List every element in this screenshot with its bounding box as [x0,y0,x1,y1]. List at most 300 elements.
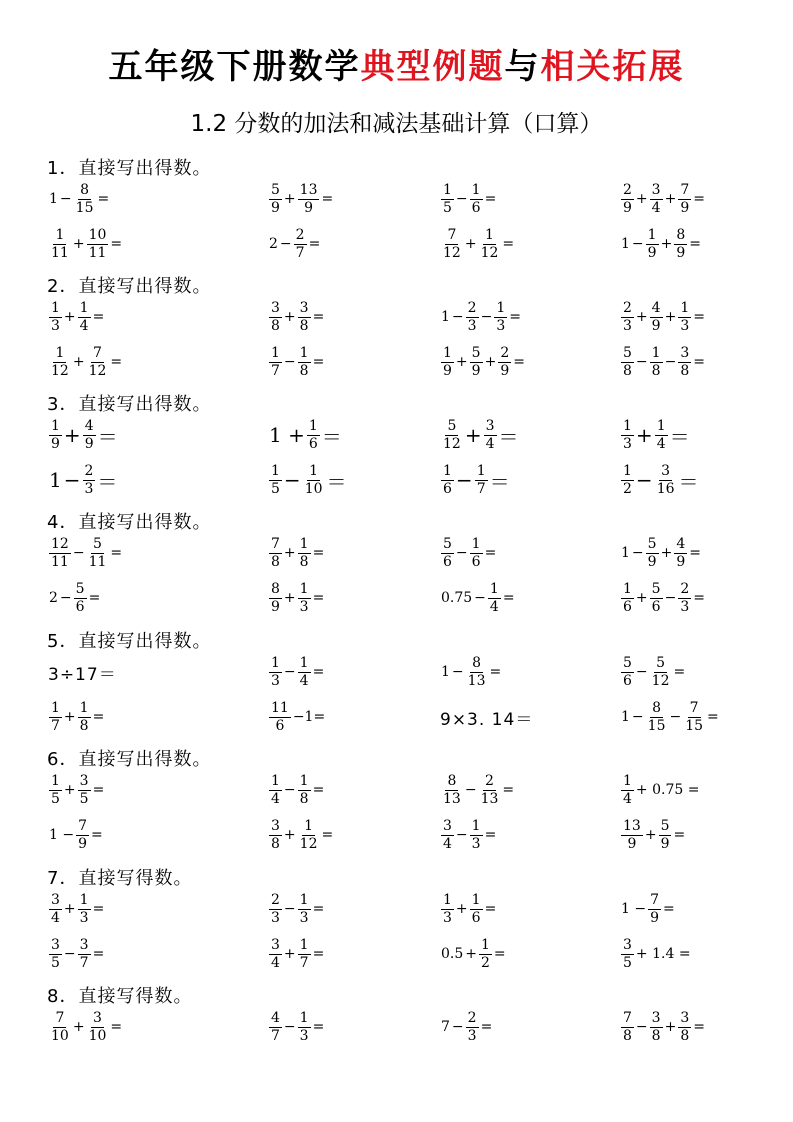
fraction [494,301,507,333]
fraction [655,464,677,496]
denominator: 3 [680,598,690,615]
operator: − [63,946,76,962]
numerator: 5 [656,654,666,671]
denominator: 9 [676,244,686,261]
denominator: 8 [299,362,309,379]
fraction [298,301,311,333]
numerator: 3 [680,344,690,361]
operator: 2 [269,236,278,252]
denominator: 5 [51,790,60,807]
math-problem [48,531,123,575]
operator: + [63,309,76,325]
denominator: 8 [299,317,309,334]
denominator: 10 [88,1027,107,1044]
operator: ＝ [97,469,118,494]
fraction [678,582,691,614]
operator: = [312,664,325,680]
fraction [49,301,62,333]
math-problem [48,1005,123,1049]
fraction [298,183,320,215]
fraction [78,893,91,925]
fraction [678,346,691,378]
operator: = [484,827,497,843]
fraction [298,819,320,851]
operator: = [110,236,123,252]
fraction [298,893,311,925]
numerator: 3 [661,462,671,479]
operator: + [664,191,677,207]
denominator: 8 [680,1027,690,1044]
fraction [269,701,291,733]
fraction [659,819,672,851]
fraction [479,938,492,970]
operator: = [92,901,105,917]
numerator: 1 [79,891,89,908]
operator: + [660,236,673,252]
fraction [470,346,483,378]
operator: 1 [621,236,630,252]
math-problem [440,650,502,694]
operator: = [707,709,719,725]
math-problem [440,576,516,620]
fraction [49,938,62,970]
operator: = [502,236,515,252]
denominator: 8 [651,1027,661,1044]
fraction [475,464,488,496]
denominator: 6 [471,553,481,570]
denominator: 3 [84,480,94,497]
numerator: 1 [304,817,314,834]
fraction [269,537,282,569]
fraction [269,938,282,970]
math-problem [268,932,325,976]
denominator: 12 [299,835,318,852]
operator: + [283,946,296,962]
operator: 2 [49,590,58,606]
math-problem [268,295,325,339]
fraction [621,582,634,614]
denominator: 9 [271,199,280,216]
operator: = [689,545,701,561]
numerator: 1 [656,417,666,434]
fraction [488,582,501,614]
math-problem [440,177,497,221]
fraction [78,301,91,333]
numerator: 1 [471,535,481,552]
denominator: 8 [623,362,632,379]
fraction [298,537,311,569]
denominator: 7 [51,717,60,734]
math-problem [48,576,101,620]
operator: = [110,545,123,561]
math-problem [440,813,497,857]
operator: − [631,545,644,561]
operator: − [283,664,296,680]
operator: = [312,946,325,962]
operator: 7 [441,1019,450,1035]
denominator: 11 [51,553,69,570]
numerator: 1 [55,344,65,361]
numerator: 13 [299,181,318,198]
numerator: 5 [623,654,632,671]
operator: = [484,191,497,207]
denominator: 9 [647,553,657,570]
operator: = [312,1019,325,1035]
math-problem [620,295,706,339]
math-problem [48,295,105,339]
operator: − [455,827,468,843]
fraction [621,301,634,333]
fraction [646,228,659,260]
numerator: 7 [623,1009,632,1026]
denominator: 8 [271,317,280,334]
operator: + [464,236,477,252]
operator: ＝ [669,424,690,449]
operator: − [451,1019,464,1035]
numerator: 4 [271,1009,280,1026]
operator: + [664,1019,677,1035]
denominator: 12 [88,362,107,379]
numerator: 1 [308,417,318,434]
numerator: 1 [51,417,60,434]
math-problem [440,295,522,339]
numerator: 4 [651,299,661,316]
numerator: 1 [443,181,452,198]
denominator: 7 [299,954,309,971]
operator: = [92,946,105,962]
numerator: 1 [51,772,60,789]
numerator: 1 [79,699,89,716]
numerator: 1 [651,344,661,361]
math-problem [440,340,526,384]
operator: − [455,191,468,207]
fraction [49,774,62,806]
numerator: 7 [447,226,457,243]
math-problem [440,768,515,812]
fraction [648,893,661,925]
operator: = [88,590,101,606]
denominator: 3 [623,317,632,334]
numerator: 2 [680,580,690,597]
math-problem [620,177,706,221]
fraction [269,582,282,614]
numerator: 1 [55,226,65,243]
denominator: 4 [271,954,280,971]
operator: − [664,590,677,606]
numerator: 1 [309,462,319,479]
fraction [674,228,687,260]
operator: 1 + [269,423,305,447]
denominator: 3 [496,317,506,334]
operator: − [279,236,292,252]
denominator: 11 [51,244,69,261]
math-problem [48,695,105,739]
numerator: 3 [79,936,89,953]
fraction [621,1011,634,1043]
math-problem [620,576,706,620]
numerator: 5 [471,344,481,361]
fraction [49,419,62,451]
numerator: 1 [443,344,452,361]
numerator: 2 [623,299,632,316]
operator: − [635,354,648,370]
fraction [298,774,311,806]
numerator: 1 [623,772,632,789]
section-heading: 7．直接写得数。 [47,868,193,889]
title-part-1: 五年级下册数学 [108,47,361,87]
operator: + [455,901,468,917]
operator: + [283,309,296,325]
numerator: 3 [299,299,309,316]
operator: = [693,309,705,325]
numerator: 3 [271,936,280,953]
denominator: 15 [685,717,704,734]
fraction [621,819,643,851]
math-problem [268,650,325,694]
fraction [470,893,483,925]
denominator: 8 [271,835,280,852]
math-problem [620,458,700,502]
denominator: 15 [647,717,666,734]
operator: = [480,1019,493,1035]
denominator: 4 [299,672,309,689]
denominator: 9 [84,435,94,452]
operator: − [474,590,486,606]
numerator: 3 [79,772,89,789]
fraction [470,537,483,569]
fraction [678,1011,691,1043]
denominator: 9 [676,553,686,570]
fraction [621,938,634,970]
operator: = [484,545,497,561]
operator: + [63,782,76,798]
denominator: 8 [623,1027,632,1044]
fraction [646,701,668,733]
numerator: 1 [623,462,632,479]
denominator: 5 [79,790,89,807]
operator: = [92,309,105,325]
section-heading: 2．直接写出得数。 [47,276,212,297]
numerator: 8 [652,699,662,716]
denominator: 3 [467,317,477,334]
fraction [49,893,62,925]
operator: + [660,545,673,561]
math-problem [440,531,497,575]
denominator: 4 [443,835,452,852]
operator: + [635,309,648,325]
denominator: 3 [299,909,309,926]
fraction [466,301,479,333]
operator: 1 [621,709,630,725]
numerator: 5 [447,417,457,434]
fraction [621,183,634,215]
numerator: 3 [623,936,632,953]
denominator: 5 [623,954,632,971]
fraction [307,419,320,451]
numerator: 8 [271,580,280,597]
numerator: 1 [271,344,280,361]
denominator: 5 [443,199,452,216]
math-problem [440,458,511,502]
fraction [87,1011,109,1043]
math-problem [268,576,325,620]
denominator: 9 [271,598,280,615]
operator: = [502,782,515,798]
numerator: 7 [689,699,699,716]
denominator: 9 [627,835,637,852]
math-problem [268,222,321,266]
section-heading: 8．直接写得数。 [47,986,193,1007]
math-problem [620,695,720,739]
denominator: 3 [623,435,632,452]
numerator: 2 [467,299,477,316]
numerator: 1 [299,891,309,908]
denominator: 10 [304,480,323,497]
numerator: 2 [271,891,280,908]
operator: − [480,309,493,325]
numerator: 1 [647,226,657,243]
denominator: 4 [485,435,495,452]
denominator: 3 [299,1027,309,1044]
numerator: 12 [51,535,69,552]
denominator: 8 [299,790,309,807]
denominator: 3 [443,909,452,926]
operator: − [455,468,473,492]
fraction [479,774,501,806]
operator: + [644,827,657,843]
denominator: 6 [651,598,661,615]
fraction [621,656,634,688]
operator: 0.5 [441,946,464,962]
operator: − [635,1019,648,1035]
math-problem [48,340,123,384]
operator: + [72,354,85,370]
operator: − [464,782,477,798]
denominator: 6 [623,672,632,689]
denominator: 6 [443,553,452,570]
numerator: 2 [623,181,632,198]
operator: = [110,354,123,370]
numerator: 5 [647,535,657,552]
denominator: 2 [623,480,632,497]
numerator: 5 [93,535,102,552]
fraction [498,346,511,378]
operator: − [59,590,72,606]
denominator: 9 [78,835,88,852]
operator: ＝ [326,469,347,494]
numerator: 1 [299,772,309,789]
math-problem [268,768,325,812]
numerator: 5 [443,535,452,552]
denominator: 11 [88,553,107,570]
operator: = [312,545,325,561]
expression-text: 9×3. 14＝ [440,709,534,730]
fraction [74,582,87,614]
operator: − [669,709,682,725]
operator: 1 [441,664,450,680]
denominator: 12 [480,244,499,261]
operator: = [502,590,515,606]
numerator: 3 [443,817,452,834]
title-part-3: 与 [504,47,541,87]
operator: + [72,1019,85,1035]
fraction [650,183,663,215]
operator: = [312,590,325,606]
denominator: 8 [651,362,661,379]
math-problem [620,413,691,457]
section-heading: 1．直接写出得数。 [47,158,212,179]
fraction [298,346,311,378]
operator: ＝ [97,424,118,449]
operator: + [635,191,648,207]
denominator: 9 [651,317,661,334]
numerator: 1 [79,299,89,316]
math-problem [620,768,700,812]
fraction [303,464,325,496]
math-problem [440,222,515,266]
denominator: 6 [471,909,481,926]
section-heading: 5．直接写出得数。 [47,631,212,652]
denominator: 2 [481,954,490,971]
denominator: 11 [88,244,107,261]
denominator: 8 [680,362,690,379]
fraction [479,228,501,260]
denominator: 6 [75,598,85,615]
operator: = [489,664,502,680]
fraction [87,228,109,260]
math-problem [440,932,507,976]
denominator: 9 [647,244,657,261]
operator: − [451,309,464,325]
operator: = [92,782,105,798]
denominator: 6 [308,435,318,452]
numerator: 1 [271,772,280,789]
operator: − [664,354,677,370]
numerator: 1 [489,580,499,597]
operator: 1 [49,191,58,207]
denominator: 3 [680,317,690,334]
numerator: 2 [500,344,510,361]
denominator: 8 [79,717,89,734]
numerator: 7 [680,181,690,198]
operator: ＝ [678,469,699,494]
operator: = [312,901,325,917]
denominator: 3 [79,909,89,926]
fraction [298,656,311,688]
title-part-2: 典型例题 [360,47,505,87]
numerator: 2 [295,226,305,243]
operator: − [635,664,648,680]
operator: = [308,236,321,252]
operator: = [92,709,105,725]
math-problem [48,813,104,857]
fraction [441,346,454,378]
denominator: 3 [471,835,481,852]
math-problem [268,177,334,221]
numerator: 5 [651,580,661,597]
operator: = [91,827,103,843]
numerator: 10 [88,226,107,243]
denominator: 9 [471,362,481,379]
operator: + [63,423,81,447]
denominator: 9 [680,199,690,216]
section-heading: 3．直接写出得数。 [47,394,212,415]
operator: + [455,354,468,370]
numerator: 5 [623,344,632,361]
operator: = [673,664,686,680]
math-problem [268,531,325,575]
fraction [298,582,311,614]
